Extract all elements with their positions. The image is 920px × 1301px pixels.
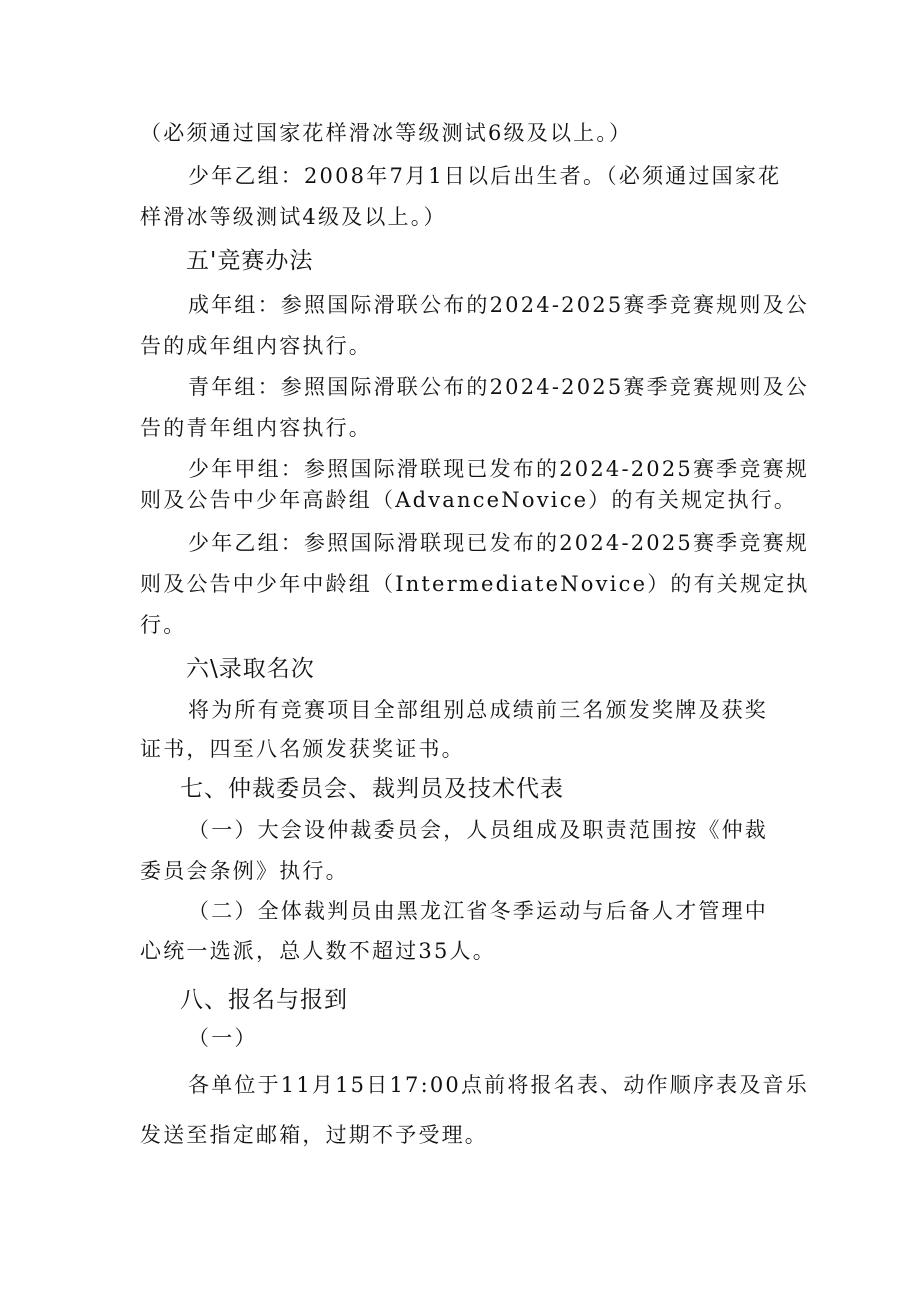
text-line: 行。 — [140, 613, 187, 637]
text-line: 告的成年组内容执行。 — [140, 334, 372, 358]
section-heading-8: 八、报名与报到 — [180, 987, 348, 1013]
text-line: （一） — [188, 1026, 258, 1050]
text-line: 发送至指定邮箱，过期不予受理。 — [140, 1123, 488, 1147]
text-line: 少年乙组：2008年7月1日以后出生者。（必须通过国家花 — [188, 164, 782, 188]
text-line: 少年乙组：参照国际滑联现已发布的2024-2025赛季竞赛规 — [188, 531, 809, 555]
section-heading-6: 六\录取名次 — [186, 656, 315, 682]
text-line: 则及公告中少年中龄组（IntermediateNovice）的有关规定执 — [140, 572, 810, 596]
text-line: 告的青年组内容执行。 — [140, 416, 372, 440]
text-line: 将为所有竞赛项目全部组别总成绩前三名颁发奖牌及获奖 — [188, 698, 768, 722]
text-line: 成年组：参照国际滑联公布的2024-2025赛季竞赛规则及公 — [188, 293, 809, 317]
text-line: 则及公告中少年高龄组（AdvanceNovice）的有关规定执行。 — [140, 488, 798, 512]
section-heading-7: 七、仲裁委员会、裁判员及技术代表 — [180, 776, 564, 802]
text-line: （必须通过国家花样滑冰等级测试6级及以上。） — [140, 121, 633, 145]
text-line: 少年甲组：参照国际滑联现已发布的2024-2025赛季竞赛规 — [188, 457, 809, 481]
text-line: 样滑冰等级测试4级及以上。） — [140, 205, 447, 229]
text-line: （一）大会设仲裁委员会，人员组成及职责范围按《仲裁 — [188, 818, 768, 842]
text-line: 心统一选派，总人数不超过35人。 — [140, 939, 496, 963]
text-line: 证书，四至八名颁发获奖证书。 — [140, 737, 465, 761]
text-line: 青年组：参照国际滑联公布的2024-2025赛季竞赛规则及公 — [188, 375, 809, 399]
text-line: （二）全体裁判员由黑龙江省冬季运动与后备人才管理中 — [188, 899, 768, 923]
section-heading-5: 五'竞赛办法 — [186, 248, 314, 274]
text-line: 各单位于11月15日17:00点前将报名表、动作顺序表及音乐 — [188, 1073, 809, 1097]
text-line: 委员会条例》执行。 — [140, 859, 349, 883]
